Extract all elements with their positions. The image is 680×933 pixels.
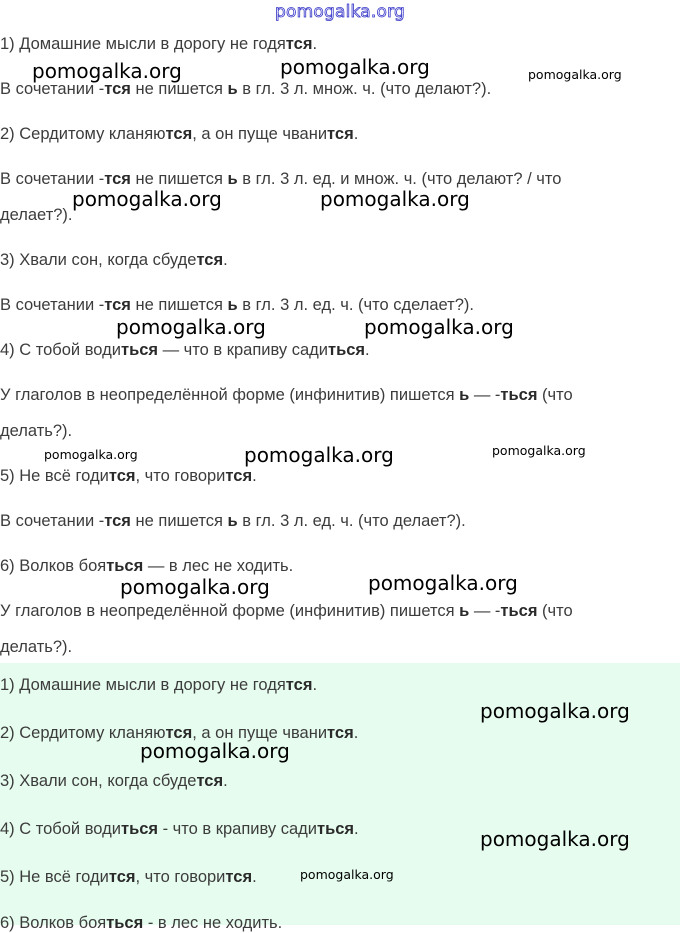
sentence-4 bbox=[0, 340, 370, 360]
watermark: pomogalka.org bbox=[32, 59, 182, 83]
bold-fragment: тся bbox=[165, 724, 193, 742]
watermark: pomogalka.org bbox=[320, 187, 470, 211]
bold-fragment: ться bbox=[120, 820, 159, 838]
bold-fragment: тся bbox=[104, 512, 131, 530]
text-fragment: . bbox=[353, 724, 359, 742]
watermark: pomogalka.org bbox=[492, 443, 586, 458]
bold-fragment: ь bbox=[459, 602, 470, 620]
sentence-5 bbox=[0, 466, 257, 486]
text-fragment: в гл. 3 л. множ. ч. (что делают?). bbox=[237, 80, 492, 98]
text-fragment: 4) С тобой води bbox=[0, 820, 121, 838]
text-fragment: 1) Домашние мысли в дорогу не годя bbox=[0, 676, 286, 694]
text-fragment: - что в крапиву сади bbox=[158, 820, 317, 838]
sentence-2 bbox=[0, 124, 358, 144]
text-fragment: — в лес не ходить. bbox=[143, 557, 294, 575]
bold-fragment: тся bbox=[327, 125, 354, 143]
bold-fragment: тся bbox=[327, 724, 354, 742]
text-fragment: — - bbox=[469, 602, 501, 620]
bold-fragment: ь bbox=[459, 386, 470, 404]
text-fragment: , а он пуще чвани bbox=[192, 724, 328, 742]
sentence-1 bbox=[0, 34, 317, 54]
bold-fragment: ться bbox=[106, 557, 144, 575]
watermark: pomogalka.org bbox=[480, 827, 630, 851]
watermark: pomogalka.org bbox=[364, 315, 514, 339]
bold-fragment: ться bbox=[500, 602, 538, 620]
text-fragment: 1) Домашние мысли в дорогу не годя bbox=[0, 35, 286, 53]
rule-2 bbox=[0, 169, 561, 189]
text-fragment: У глаголов в неопределённой форме (инфинитив) пишется bbox=[0, 386, 460, 404]
rule-5 bbox=[0, 511, 466, 531]
text-fragment: . bbox=[223, 772, 228, 790]
text-fragment: — что в крапиву сади bbox=[158, 341, 328, 359]
text-fragment: В сочетании - bbox=[0, 80, 105, 98]
text-fragment: . bbox=[252, 467, 257, 485]
bold-fragment: ться bbox=[106, 914, 144, 932]
watermark: pomogalka.org bbox=[72, 187, 222, 211]
bold-fragment: тся bbox=[225, 868, 253, 886]
text-fragment: 2) Сердитому кланяю bbox=[0, 724, 166, 742]
text-fragment: . bbox=[353, 125, 359, 143]
bold-fragment: ь bbox=[227, 512, 238, 530]
rule-4-continuation: делать?). bbox=[0, 422, 73, 440]
watermark: pomogalka.org bbox=[116, 315, 266, 339]
bold-fragment: тся bbox=[104, 296, 131, 314]
watermark: pomogalka.org bbox=[300, 867, 394, 882]
watermark: pomogalka.org bbox=[44, 447, 138, 462]
bold-fragment: ться bbox=[317, 820, 355, 838]
answer-5 bbox=[0, 867, 257, 887]
text-fragment: . bbox=[252, 868, 257, 886]
bold-fragment: тся bbox=[285, 676, 313, 694]
text-fragment: в гл. 3 л. ед. ч. (что делает?). bbox=[237, 512, 466, 530]
text-fragment: 2) Сердитому кланяю bbox=[0, 125, 166, 143]
watermark: pomogalka.org bbox=[280, 55, 430, 79]
text-fragment: У глаголов в неопределённой форме (инфинитив) пишется bbox=[0, 602, 460, 620]
watermark: pomogalka.org bbox=[480, 699, 630, 723]
text-fragment: 5) Не всё годи bbox=[0, 868, 109, 886]
text-fragment: , что говори bbox=[135, 868, 226, 886]
rule-6-continuation: делать?). bbox=[0, 638, 73, 656]
bold-fragment: тся bbox=[196, 251, 224, 269]
text-fragment: 4) С тобой води bbox=[0, 341, 121, 359]
text-fragment: 3) Хвали сон, когда сбуде bbox=[0, 251, 197, 269]
answer-4 bbox=[0, 819, 359, 839]
text-fragment: — - bbox=[469, 386, 501, 404]
text-fragment: 3) Хвали сон, когда сбуде bbox=[0, 772, 197, 790]
rule-6 bbox=[0, 601, 573, 621]
bold-fragment: тся bbox=[104, 170, 131, 188]
text-fragment: в гл. 3 л. ед. и множ. ч. (что делают? / что bbox=[237, 170, 562, 188]
sentence-6 bbox=[0, 556, 293, 576]
bold-fragment: тся bbox=[285, 35, 313, 53]
text-fragment: (что bbox=[537, 602, 573, 620]
text-fragment: в гл. 3 л. ед. ч. (что сделает?). bbox=[237, 296, 474, 314]
text-fragment: В сочетании - bbox=[0, 512, 105, 530]
watermark: pomogalka.org bbox=[120, 575, 270, 599]
bold-fragment: ться bbox=[120, 341, 159, 359]
bold-fragment: ь bbox=[227, 170, 238, 188]
watermark: pomogalka.org bbox=[244, 443, 394, 467]
text-fragment: не пишется bbox=[130, 296, 228, 314]
bold-fragment: тся bbox=[165, 125, 193, 143]
text-fragment: . bbox=[312, 676, 318, 694]
watermark: pomogalka.org bbox=[368, 571, 518, 595]
text-fragment: 6) Волков боя bbox=[0, 914, 107, 932]
text-fragment: В сочетании - bbox=[0, 170, 105, 188]
text-fragment: 5) Не всё годи bbox=[0, 467, 109, 485]
text-fragment: . bbox=[354, 820, 359, 838]
text-fragment: . bbox=[312, 35, 318, 53]
text-fragment: , что говори bbox=[135, 467, 226, 485]
text-fragment: , а он пуще чвани bbox=[192, 125, 328, 143]
bold-fragment: тся bbox=[196, 772, 224, 790]
bold-fragment: ться bbox=[500, 386, 538, 404]
bold-fragment: ь bbox=[227, 80, 238, 98]
text-fragment: В сочетании - bbox=[0, 296, 105, 314]
text-fragment: - в лес не ходить. bbox=[143, 914, 283, 932]
bold-fragment: тся bbox=[108, 868, 136, 886]
answer-6 bbox=[0, 913, 282, 933]
answer-1 bbox=[0, 675, 317, 695]
answer-3 bbox=[0, 771, 228, 791]
bold-fragment: тся bbox=[104, 80, 131, 98]
text-fragment: 6) Волков боя bbox=[0, 557, 107, 575]
watermark: pomogalka.org bbox=[140, 739, 290, 763]
bold-fragment: тся bbox=[225, 467, 253, 485]
text-fragment: (что bbox=[537, 386, 573, 404]
rule-4 bbox=[0, 385, 573, 405]
sentence-3 bbox=[0, 250, 228, 270]
bold-fragment: ться bbox=[328, 341, 366, 359]
text-fragment: не пишется bbox=[130, 80, 228, 98]
text-fragment: не пишется bbox=[130, 512, 228, 530]
header-watermark: pomogalka.org bbox=[275, 2, 405, 22]
watermark: pomogalka.org bbox=[528, 67, 622, 82]
rule-3 bbox=[0, 295, 474, 315]
text-fragment: . bbox=[223, 251, 228, 269]
text-fragment: не пишется bbox=[130, 170, 228, 188]
text-fragment: . bbox=[365, 341, 370, 359]
bold-fragment: ь bbox=[227, 296, 238, 314]
rule-2-continuation: делает?). bbox=[0, 206, 73, 224]
bold-fragment: тся bbox=[108, 467, 136, 485]
